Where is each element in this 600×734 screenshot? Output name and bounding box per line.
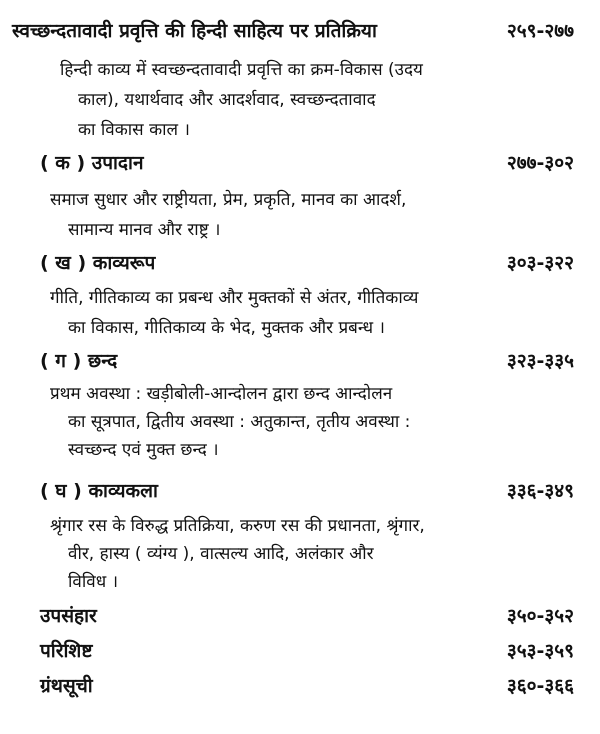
toc-description-line: का सूत्रपात, द्वितीय अवस्था : अतुकान्त, तृतीय अवस्था : — [68, 412, 411, 432]
toc-description-line: समाज सुधार और राष्ट्रीयता, प्रेम, प्रकृति, मानव का आदर्श, — [50, 190, 407, 210]
toc-description-line: काल), यथार्थवाद और आदर्शवाद, स्वच्छन्दतावाद — [78, 90, 376, 110]
toc-description-line: गीति, गीतिकाव्य का प्रबन्ध और मुक्तकों से अंतर, गीतिकाव्य — [50, 288, 419, 308]
toc-heading: ( घ ) काव्यकला — [40, 480, 158, 502]
toc-page-range: ३२३-३३५ — [506, 350, 574, 372]
toc-description-line: प्रथम अवस्था : खड़ीबोली-आन्दोलन द्वारा छन्द आन्दोलन — [50, 384, 393, 404]
toc-page-range: ३६०-३६६ — [506, 675, 574, 697]
toc-heading: उपसंहार — [40, 605, 97, 627]
toc-description-line: स्वच्छन्द एवं मुक्त छन्द । — [68, 440, 219, 460]
toc-description-line: का विकास, गीतिकाव्य के भेद, मुक्तक और प्रबन्ध । — [68, 318, 385, 338]
toc-description-line: विविध । — [68, 572, 119, 592]
toc-heading: ( ग ) छन्द — [40, 350, 118, 372]
toc-page-range: २७७-३०२ — [506, 152, 574, 174]
toc-description-line: श्रृंगार रस के विरुद्ध प्रतिक्रिया, करुण रस की प्रधानता, श्रृंगार, — [50, 516, 425, 536]
toc-heading: ग्रंथसूची — [40, 675, 93, 697]
toc-page-range: ३५०-३५२ — [506, 605, 574, 627]
toc-page-range: ३५३-३५९ — [506, 640, 574, 662]
toc-description-line: हिन्दी काव्य में स्वच्छन्दतावादी प्रवृत्ति का क्रम-विकास (उदय — [60, 60, 423, 80]
toc-heading: स्वच्छन्दतावादी प्रवृत्ति की हिन्दी साहित्य पर प्रतिक्रिया — [12, 20, 377, 42]
toc-heading: ( क ) उपादान — [40, 152, 144, 174]
toc-page-range: २५९-२७७ — [506, 20, 574, 42]
toc-description-line: सामान्य मानव और राष्ट्र । — [68, 220, 221, 240]
toc-page-range: ३०३-३२२ — [506, 252, 574, 274]
toc-heading: ( ख ) काव्यरूप — [40, 252, 156, 274]
toc-page-range: ३३६-३४९ — [506, 480, 574, 502]
toc-heading: परिशिष्ट — [40, 640, 93, 662]
toc-description-line: का विकास काल । — [78, 120, 190, 140]
toc-description-line: वीर, हास्य ( व्यंग्य ), वात्सल्य आदि, अलंकार और — [68, 544, 374, 564]
